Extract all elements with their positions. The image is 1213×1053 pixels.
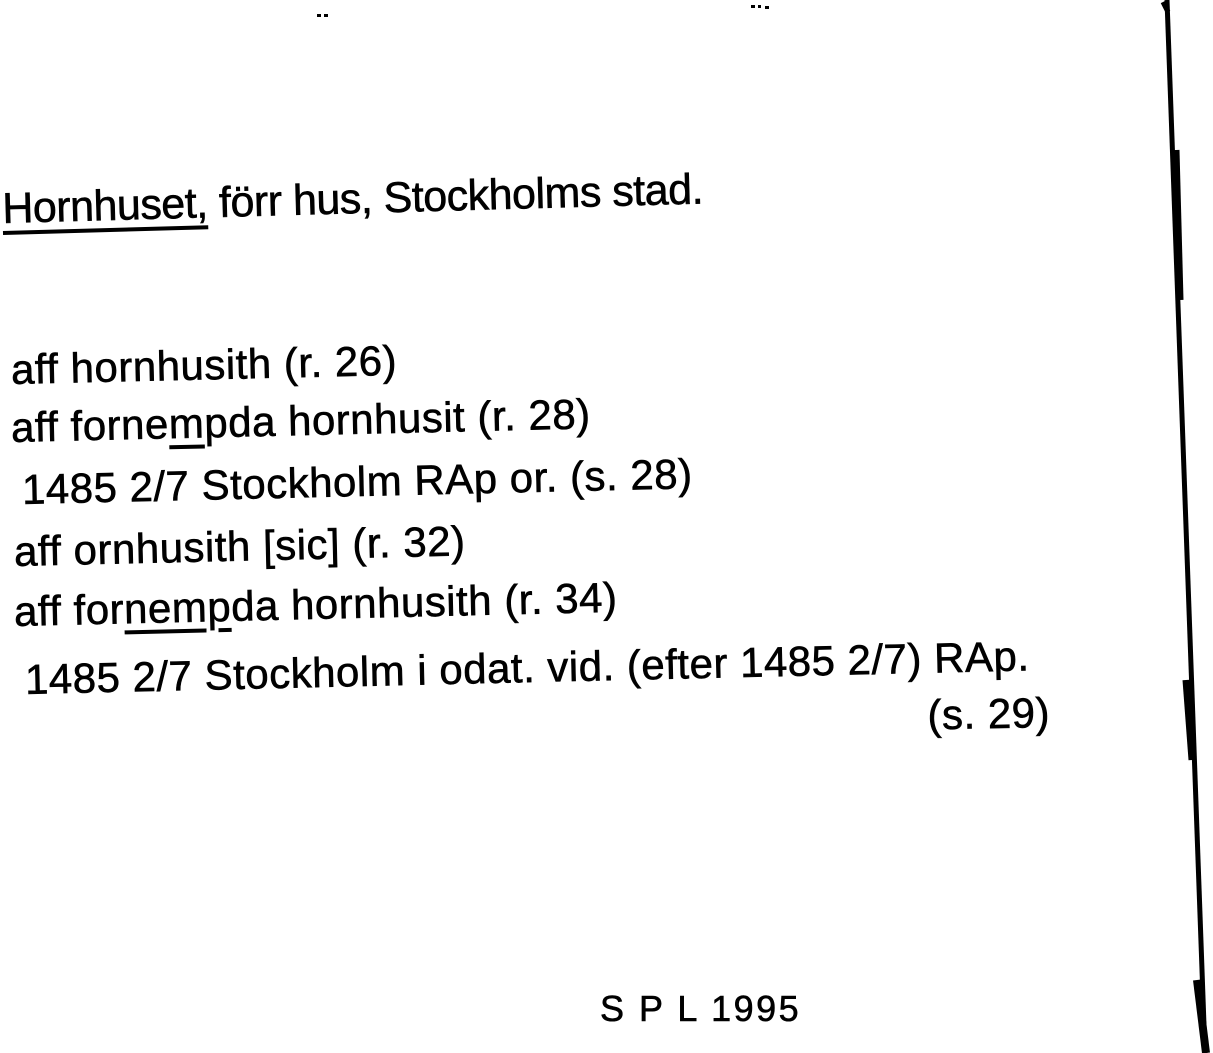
citation-text: aff for (13, 585, 125, 635)
citation-text: 1485 2/7 Stockholm RAp or. (s. 28) (21, 450, 694, 513)
headword-description: förr hus, Stockholms stad. (206, 165, 704, 228)
footer-stamp: S P L 1995 (600, 988, 802, 1029)
headword-entry (2, 166, 704, 233)
citation-line-3 (21, 450, 694, 513)
scan-speckle (324, 14, 328, 17)
citation-line-1 (10, 336, 398, 393)
scan-speckle (751, 5, 755, 8)
citation-text: pda hornhusit (r. 28) (203, 390, 592, 447)
scan-speckle (765, 6, 769, 9)
citation-underlined-part: m (168, 399, 205, 448)
citation-underlined-part: nemp (123, 582, 232, 633)
citation-text: aff ornhusith [sic] (r. 32) (13, 517, 467, 575)
citation-line-2 (10, 390, 592, 451)
headword: Hornhuset, (1, 179, 209, 234)
citation-line-4 (13, 517, 467, 575)
citation-line-5 (13, 573, 618, 635)
citation-text: aff forne (10, 400, 170, 451)
citation-text: 1485 2/7 Stockholm i odat. vid. (efter 1485 2/7) RAp. (24, 632, 1030, 703)
citation-text: aff hornhusith (r. 26) (10, 336, 398, 393)
citation-line-6 (24, 632, 1030, 703)
scan-speckle (317, 14, 321, 17)
citation-text: da hornhusith (r. 34) (230, 573, 618, 630)
scan-speckle (758, 5, 761, 8)
page-reference-overflow: (s. 29) (927, 689, 1051, 739)
